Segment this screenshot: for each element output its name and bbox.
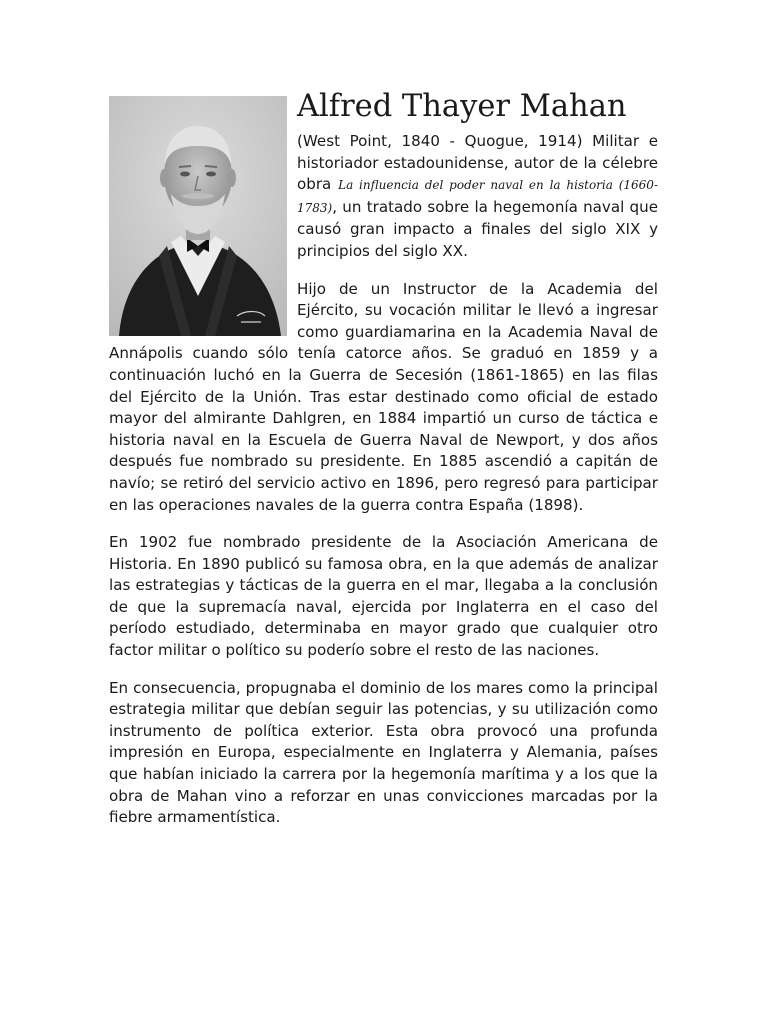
portrait-photo: [109, 96, 287, 336]
page-title: Alfred Thayer Mahan: [297, 89, 627, 124]
intro-text-end: , un tratado sobre la hegemonía naval que causó gran impacto a finales del siglo XIX y principios del siglo XX.: [297, 197, 658, 260]
intro-text-start: (West Point, 1840 - Quogue, 1914) Militar e historiador estadounidense, autor de la célebre obra: [297, 132, 658, 194]
body-paragraph-2: En 1902 fue nombrado presidente de la Asociación Americana de Historia. En 1890 publicó su famosa obra, en la que además de analizar las estrategias y tácticas de la guerra en el mar, llegaba a la conclusión de que la supremacía naval, ejercida por Inglaterra en el caso del período estudiado, determinaba en mayor grado que cualquier otro factor militar o político su poderío sobre el resto de las naciones.: [109, 533, 658, 660]
body-paragraph-3: En consecuencia, propugnaba el dominio de los mares como la principal estrategia militar que debían seguir las potencias, y su utilización como instrumento de política exterior. Esta obra provocó una profunda impresión en Europa, especialmente en Inglaterra y Alemania, países que habían iniciado la carrera por la hegemonía marítima y a los que la obra de Mahan vino a reforzar en unas convicciones marcadas por la fiebre armamentística.: [109, 678, 658, 827]
body-paragraph-1: Hijo de un Instructor de la Academia del Ejército, su vocación militar le llevó a ingresar como guardiamarina en la Academia Naval de Annápolis cuando sólo tenía catorce años. Se graduó en 1859 y a continuación luchó en la Guerra de Secesión (1861-1865) en las filas del Ejército de la Unión. Tras estar destinado como oficial de estado mayor del almirante Dahlgren, en 1884 impartió un curso de táctica e historia naval en la Escuela de Guerra Naval de Newport, y dos años después fue nombrado su presidente. En 1885 ascendió a capitán de navío; se retiró del servicio activo en 1896, pero regresó para participar en las operaciones navales de la guerra contra España (1898).: [109, 279, 658, 514]
article: [109, 86, 658, 845]
work-title: La influencia del poder naval en la historia (1660-1783): [297, 178, 658, 215]
